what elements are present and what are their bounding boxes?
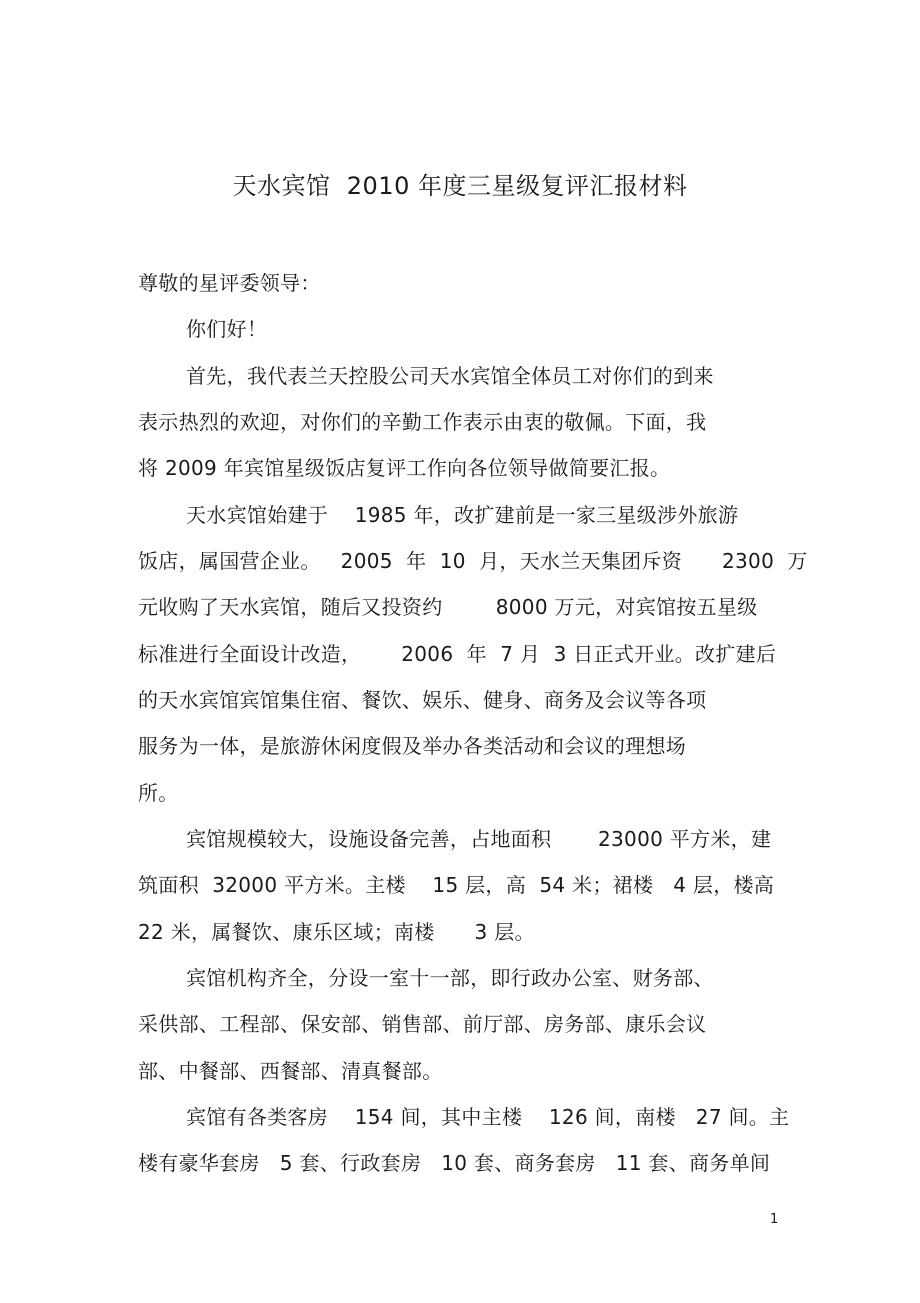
paragraph-1-line-3: 将 2009 年宾馆星级饭店复评工作向各位领导做简要汇报。 (138, 456, 671, 480)
paragraph-1-line-2: 表示热烈的欢迎，对你们的辛勤工作表示由衷的敬佩。下面，我 (138, 410, 707, 434)
paragraph-5-line-2: 楼有豪华套房 5 套、行政套房 10 套、商务套房 11 套、商务单间 (138, 1151, 771, 1175)
paragraph-2-line-1: 天水宾馆始建于 1985 年，改扩建前是一家三星级涉外旅游 (186, 503, 739, 527)
paragraph-3-line-2: 筑面积 32000 平方米。主楼 15 层，高 54 米；裙楼 4 层，楼高 (138, 873, 775, 897)
paragraph-2-line-3: 元收购了天水宾馆，随后又投资约 8000 万元，对宾馆按五星级 (138, 595, 758, 619)
salutation: 尊敬的星评委领导： (138, 271, 321, 295)
document-title: 天水宾馆 2010 年度三星级复评汇报材料 (232, 172, 688, 200)
paragraph-3-line-3: 22 米，属餐饮、康乐区域；南楼 3 层。 (138, 920, 535, 944)
paragraph-1-line-1: 首先，我代表兰天控股公司天水宾馆全体员工对你们的到来 (186, 364, 714, 388)
paragraph-2-line-6: 服务为一体，是旅游休闲度假及举办各类活动和会议的理想场 (138, 734, 687, 758)
paragraph-2-line-5: 的天水宾馆宾馆集住宿、餐饮、娱乐、健身、商务及会议等各项 (138, 688, 707, 712)
paragraph-3-line-1: 宾馆规模较大，设施设备完善，占地面积 23000 平方米，建 (186, 827, 772, 851)
paragraph-2-line-2: 饭店，属国营企业。 2005 年 10 月，天水兰天集团斥资 2300 万 (138, 549, 808, 573)
paragraph-2-line-4: 标准进行全面设计改造， 2006 年 7 月 3 日正式开业。改扩建后 (138, 642, 777, 666)
paragraph-2-line-7: 所。 (138, 781, 179, 805)
paragraph-4-line-3: 部、中餐部、西餐部、清真餐部。 (138, 1059, 443, 1083)
paragraph-4-line-1: 宾馆机构齐全，分设一室十一部，即行政办公室、财务部、 (186, 966, 714, 990)
paragraph-5-line-1: 宾馆有各类客房 154 间，其中主楼 126 间，南楼 27 间。主 (186, 1105, 790, 1129)
page-number: 1 (770, 1212, 779, 1227)
greeting: 你们好！ (186, 317, 268, 341)
paragraph-4-line-2: 采供部、工程部、保安部、销售部、前厅部、房务部、康乐会议 (138, 1012, 707, 1036)
